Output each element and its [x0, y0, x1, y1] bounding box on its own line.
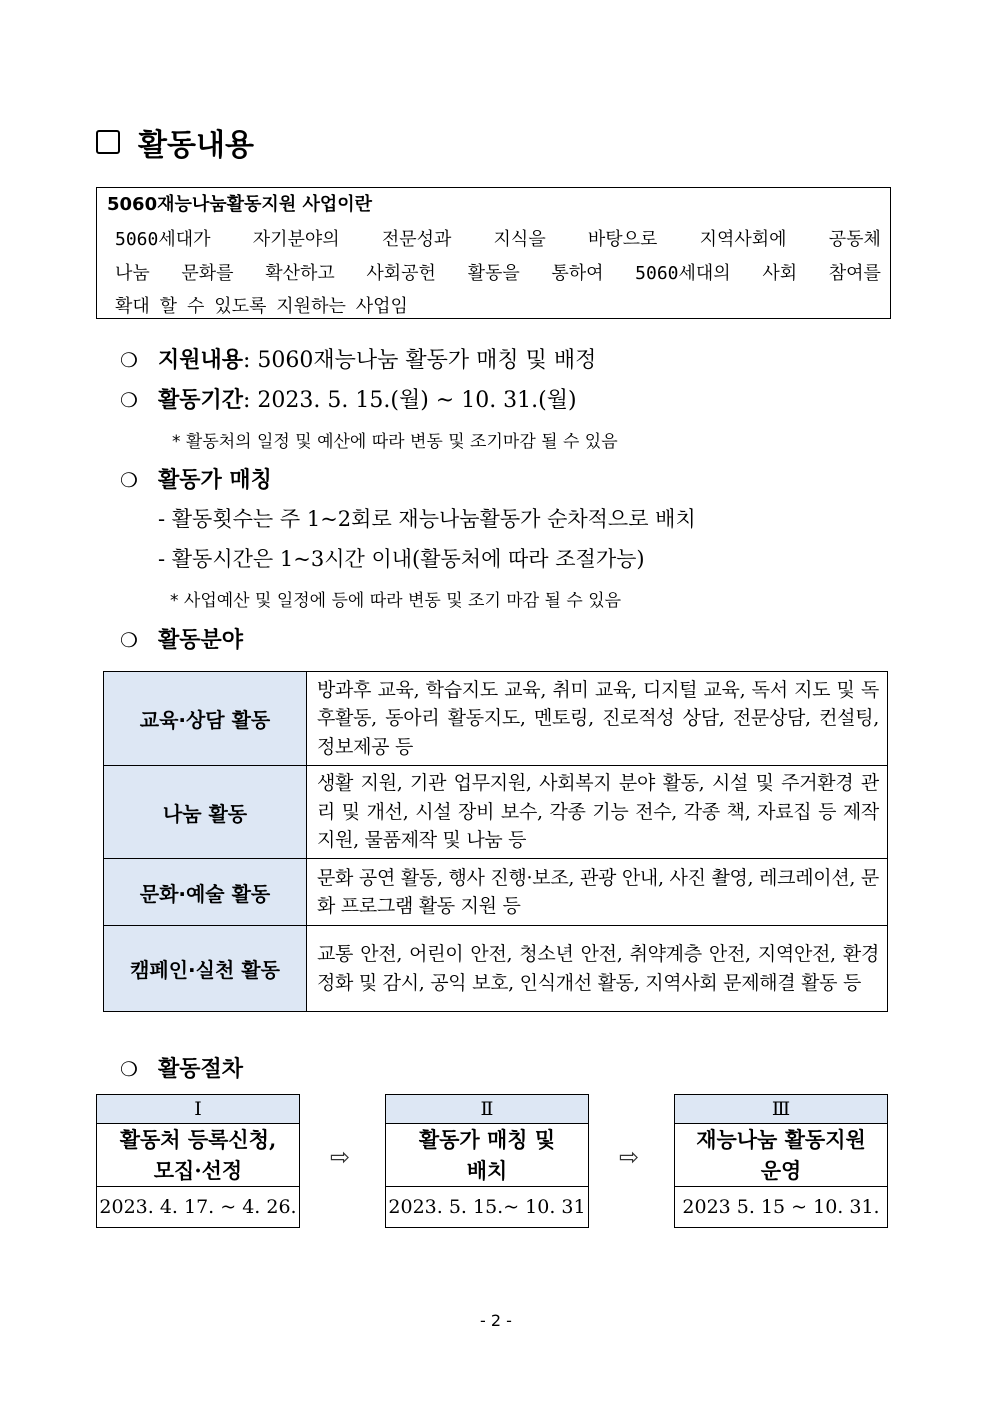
circle-bullet-icon: ❍: [120, 1057, 138, 1081]
intro-word: 지역사회에: [699, 229, 787, 250]
circle-bullet-icon: ❍: [120, 468, 138, 492]
intro-word: 공동체: [828, 229, 881, 250]
circle-bullet-icon: ❍: [120, 348, 138, 372]
right-arrow-icon: ⇨: [619, 1143, 640, 1171]
field-description: 교통 안전, 어린이 안전, 청소년 안전, 취약계층 안전, 지역안전, 환경정화 및 감시, 공익 보호, 인식개선 활동, 지역사회 문제해결 활동 등: [307, 926, 888, 1012]
intro-word: 확대: [115, 296, 150, 317]
matching-item-1: - 활동횟수는 주 1~2회로 재능나눔활동가 순차적으로 배치: [158, 507, 696, 531]
step-name-line-1: 재능나눔 활동지원: [696, 1127, 866, 1152]
procedure-label: 활동절차: [158, 1056, 244, 1082]
field-category: 문화·예술 활동: [104, 859, 307, 926]
support-text: : 5060재능나눔 활동가 매칭 및 배정: [243, 348, 597, 373]
intro-word: 있도록: [214, 296, 267, 317]
support-label: 지원내용: [158, 347, 244, 373]
circle-bullet-icon: ❍: [120, 388, 138, 412]
field-category: 캠페인·실천 활동: [104, 926, 307, 1012]
period-label: 활동기간: [158, 387, 244, 413]
matching-note: * 사업예산 및 일정에 등에 따라 변동 및 조기 마감 될 수 있음: [170, 591, 622, 611]
step-name: [97, 1124, 299, 1187]
step-name-line-2: 배치: [466, 1158, 508, 1183]
intro-word: 사회: [762, 263, 798, 284]
circle-bullet-icon: ❍: [120, 628, 138, 652]
intro-word: 자기분야의: [252, 229, 340, 250]
intro-line-2: [115, 259, 881, 285]
period-item: [120, 383, 577, 414]
field-category: 나눔 활동: [104, 766, 307, 859]
intro-word: 나눔: [115, 263, 150, 284]
section-title: [96, 120, 254, 164]
period-note: * 활동처의 일정 및 예산에 따라 변동 및 조기마감 될 수 있음: [172, 432, 618, 452]
step-date: 2023 5. 15 ~ 10. 31.: [682, 1196, 880, 1218]
procedure-step-2: [385, 1094, 589, 1228]
period-text: : 2023. 5. 15.(월) ~ 10. 31.(월): [243, 388, 577, 413]
table-row: [104, 926, 888, 1012]
step-number: Ⅲ: [675, 1095, 887, 1124]
fields-label: 활동분야: [158, 627, 244, 653]
matching-item-2: - 활동시간은 1~3시간 이내(활동처에 따라 조절가능): [158, 547, 645, 571]
intro-box: [96, 187, 891, 319]
step-name: [675, 1124, 887, 1187]
support-item: [120, 343, 596, 374]
step-date: 2023. 4. 17. ~ 4. 26.: [99, 1196, 297, 1218]
intro-word: 사회공헌: [366, 263, 436, 284]
right-arrow-icon: ⇨: [330, 1143, 351, 1171]
intro-word: 참여를: [828, 263, 881, 284]
intro-line-3: [115, 292, 881, 318]
step-number: Ⅰ: [97, 1095, 299, 1124]
procedure-item: [120, 1052, 243, 1083]
step-name-line-1: 활동처 등록신청,: [119, 1127, 277, 1152]
field-description: 문화 공연 활동, 행사 진행·보조, 관광 안내, 사진 촬영, 레크레이션, 문화 프로그램 활동 지원 등: [307, 859, 888, 926]
intro-word: 지원하는: [276, 296, 346, 317]
field-category: 교육·상담 활동: [104, 672, 307, 766]
matching-item: [120, 463, 272, 494]
step-name-line-1: 활동가 매칭 및: [418, 1127, 556, 1152]
activity-fields-table: [103, 671, 888, 1012]
step-name-line-2: 모집·선정: [153, 1158, 243, 1183]
table-row: [104, 766, 888, 859]
intro-word: 할: [159, 296, 178, 317]
intro-word: 5060세대가: [115, 229, 211, 250]
intro-word: 지식을: [493, 229, 546, 250]
intro-line-1: [115, 225, 881, 251]
intro-word: 전문성과: [381, 229, 452, 250]
step-name-line-2: 운영: [760, 1158, 802, 1183]
square-bullet-icon: [96, 130, 120, 154]
intro-word: 바탕으로: [587, 229, 658, 250]
procedure-step-3: [674, 1094, 888, 1228]
intro-word: 통하여: [551, 263, 604, 284]
matching-label: 활동가 매칭: [158, 467, 272, 493]
intro-heading: 5060재능나눔활동지원 사업이란: [107, 194, 373, 215]
step-date: 2023. 5. 15.~ 10. 31: [388, 1196, 586, 1218]
section-title-text: 활동내용: [138, 128, 254, 163]
intro-word: 확산하고: [265, 263, 335, 284]
step-number: Ⅱ: [386, 1095, 588, 1124]
page-number: - 2 -: [480, 1311, 512, 1330]
intro-word: 수: [186, 296, 205, 317]
field-description: 방과후 교육, 학습지도 교육, 취미 교육, 디지털 교육, 독서 지도 및 독후활동, 동아리 활동지도, 멘토링, 진로적성 상담, 전문상담, 컨설팅, 정보제공 등: [307, 672, 888, 766]
intro-word: 사업임: [355, 296, 408, 317]
table-row: [104, 859, 888, 926]
intro-word: 5060세대의: [635, 263, 731, 284]
table-row: [104, 672, 888, 766]
intro-word: 문화를: [181, 263, 234, 284]
field-description: 생활 지원, 기관 업무지원, 사회복지 분야 활동, 시설 및 주거환경 관리 및 개선, 시설 장비 보수, 각종 기능 전수, 각종 책, 자료집 등 제작 지원, 물품제작 및 나눔 등: [307, 766, 888, 859]
procedure-step-1: [96, 1094, 300, 1228]
intro-word: 활동을: [467, 263, 520, 284]
step-name: [386, 1124, 588, 1187]
fields-item: [120, 623, 243, 654]
